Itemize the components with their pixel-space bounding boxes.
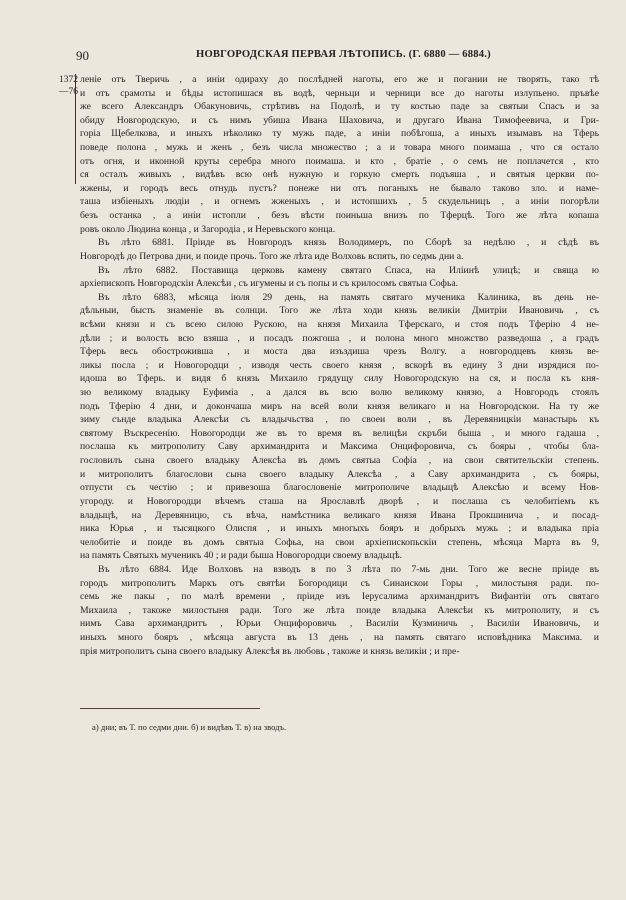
footnote: а) дни; въ Т. по седми дни. б) и видѣвъ Т. в) на зводъ. [92,722,287,732]
text-line: Въ лѣто 6883, мѣсяца iюля 29 день, на память святаго мученика Калиника, въ день не- [98,291,599,303]
text-line: прiя митрополитъ сына своего владыку Алексѣя въ любовь , такоже и князь великiи ; и пре- [80,645,460,657]
text-line: поведе полона , мужь и женъ , безъ числа множество ; а и товара много поимаша , что ся остало [80,142,599,154]
running-title: НОВГОРОДСКАЯ ПЕРВАЯ ЛѢТОПИСЬ. (Г. 6880 — 6884.) [196,49,491,60]
text-line: отпусти съ честiю ; и привезоша благословенiе митрополиче владыцѣ Алексѣю и всему Нов- [80,482,599,494]
margin-year-end: —76 [59,87,78,97]
text-line: ся осталъ живыхъ , видѣвъ всю онѣ нужную и горкую смерть подъяша , и святыя церкви по- [80,169,599,181]
text-line: и отъ срамоты и бѣды истопишася въ водѣ, черньци и черници все до наготы излупьено. пръвѣе [80,87,599,99]
text-line: Въ лѣто 6884. Иде Волховъ на взводъ в по 3 лѣта по 7-мь дни. Того же весне прiиде въ [98,563,599,575]
page-number: 90 [76,48,89,63]
text-line: угороду. и Новогородци вѣчемъ сташа на Ярославлѣ дворѣ , и послаша съ челобитiемъ къ [80,495,599,507]
text-line: челобитiе и поиде въ домъ святыа Софьа, на свои архiепископьскiи степень, мѣсяца Марта въ 9, [80,536,599,548]
text-line: Новгородѣ до Петрова дни, и поиде прочь. Того же лѣта иде Волховь вспять, по седмь дни а. [80,250,464,262]
text-line: Михаила , такоже милостыня ради. Того же лѣта поиде владыка Алексѣи къ митрополиту, и съ [80,604,599,616]
page-header [76,48,594,64]
text-line: ликы посла ; и Новогородци , изводя честь своего князя , вскорѣ въ едину 3 дни изрядися по- [80,359,599,371]
text-line: Тферь весь обостроживша , и моста два изъздиша чрезъ Волгу. а новгородцевъ князь ве- [80,346,599,358]
text-line: Въ лѣто 6882. Поставища церковь камену святаго Спаса, на Илiинѣ улицѣ; и свяща ю [98,264,599,276]
text-line: послаша къ митрополиту Саву архимандрита и Максима Онцифоровича, съ бояры , чтобы бла- [80,441,599,453]
text-line: дѣльныи, бысть знаменiе въ солнци. Того же лѣта ходи князь великiи Дмитрiи Ивановичь , съ [80,305,599,317]
text-line: горiа Щебелкова, и иныхъ нѣколико ту мужь паде, а инiи побѣгоша, а иныхъ изымавъ на Тферь [80,128,599,140]
text-line: иныхъ много бояръ , мѣсяца августа въ 13 день , на память святаго исповѣдника Максима. и [80,631,599,643]
text-line: гословилъ сына своего владыку Алексѣа въ домъ святыа Софiа , на свои святительскiи степень. [80,455,599,467]
text-line: подъ Тферiю 4 дни, и докончаша миръ на всей воли князя великаго и на Новгородскои. На ту же [80,400,599,412]
text-line: архiепископъ Новгородскiи Алексѣи , съ игумены и съ попы и съ крилосомъ святыа Софьа. [80,278,459,290]
text-line: ленiе отъ Тверичь , а инiи одираху до послѣдней наготы, его же и погании не творять, тако тѣ [80,74,599,85]
text-line: святому Въскресенiю. Новогородци же въ то время въ велицѣи скръби быша , и много гадаша , [80,427,599,439]
text-line: же всего Александръ Обакуновичь, стрѣтивъ на Подолѣ, и ту костью паде за святыи Спасъ и за [80,101,599,113]
text-line: таша избiеныхъ людiи , и огнемъ жженыхъ , и истопшихъ , 5 скудельницъ , а инiи погорѣли [80,196,599,208]
text-line: дѣли ; и волость всю взяша , и посадъ пожгоша , и полона много множство разведоша , а градъ [80,332,599,344]
text-line: нимъ Сава архимандритъ , Юрьи Онцифоровичь , Василiи Кузминичь , Василiи Ивановичь, и [80,618,599,630]
text-line: зю великому владыку Еуфимiа , а дался въ всю волю великому князю, а Новгородъ стоялъ [80,387,599,399]
text-line: жжены, и городъ весь отнудь пустъ? понеже ни отъ поганыхъ не бывало таково зло. и наме- [80,182,599,194]
text-line: зиму сънде владыка Алексѣи съ владычьства , по своеи воли , въ Деревяницкiи манастырь къ [80,414,599,426]
text-line: отъ огня, и иконной круты серебра много поимаша. и кто , братiе , о семъ не поплачется , кто [80,155,599,167]
chronicle-text [80,73,599,658]
footnote-rule [80,708,260,709]
margin-year-start: 1372 [59,75,78,85]
text-line: на память Святыхъ мученикъ 40 ; и ради быша Новогородци своему владыцѣ. [80,550,403,562]
text-line: и митрополитъ благослови сына своего владыку Алексѣа , а Саву архимандрита , съ бояры, [80,468,599,480]
text-line: семь же пакы , по малѣ времени , прiиде изъ Iерусалима архимандритъ Вифантiи отъ святаго [80,591,599,603]
text-line: городъ митрополитъ Маркъ отъ святѣи Богородици съ Синаискои Горы , милостыня ради. по- [80,577,599,589]
text-line: ровъ около Людина конца , и Загородiа , и Неревьского конца. [80,223,336,235]
text-line: ника Юрья , и тысяцкого Олиспя , и иныхъ многыхъ бояръ и добрыхъ мужь ; и владыка прiа [80,523,599,535]
text-line: обиду Новгородскую, и съ нимъ убиша Ивана Шаховича, и другаго Ивана Тимофеевича, и Гри- [80,114,599,126]
text-line: всѣми князи и съ всею силою Рускою, на князя Михаила Тферскаго, и стоя подъ Тферiю 4 не- [80,318,599,330]
text-line: владыцѣ, на Деревяницю, съ вѣча, намѣстника великаго князя Ивана Прокшинича , и посад- [80,509,599,521]
text-line: идоша во Тферь. и видя б князь Михаило грядущу силу Новогородскую на ся, и посла къ кня- [80,373,599,385]
text-line: Въ лѣто 6881. Прiиде въ Новгородъ князь Володимеръ, по Сборѣ за недѣлю , и сѣдѣ въ [98,237,599,249]
text-line: безъ останка , а инiи истопли , безъ вѣсти поиньша внизъ по Тферцѣ. Того же лѣта копаша [80,210,599,222]
